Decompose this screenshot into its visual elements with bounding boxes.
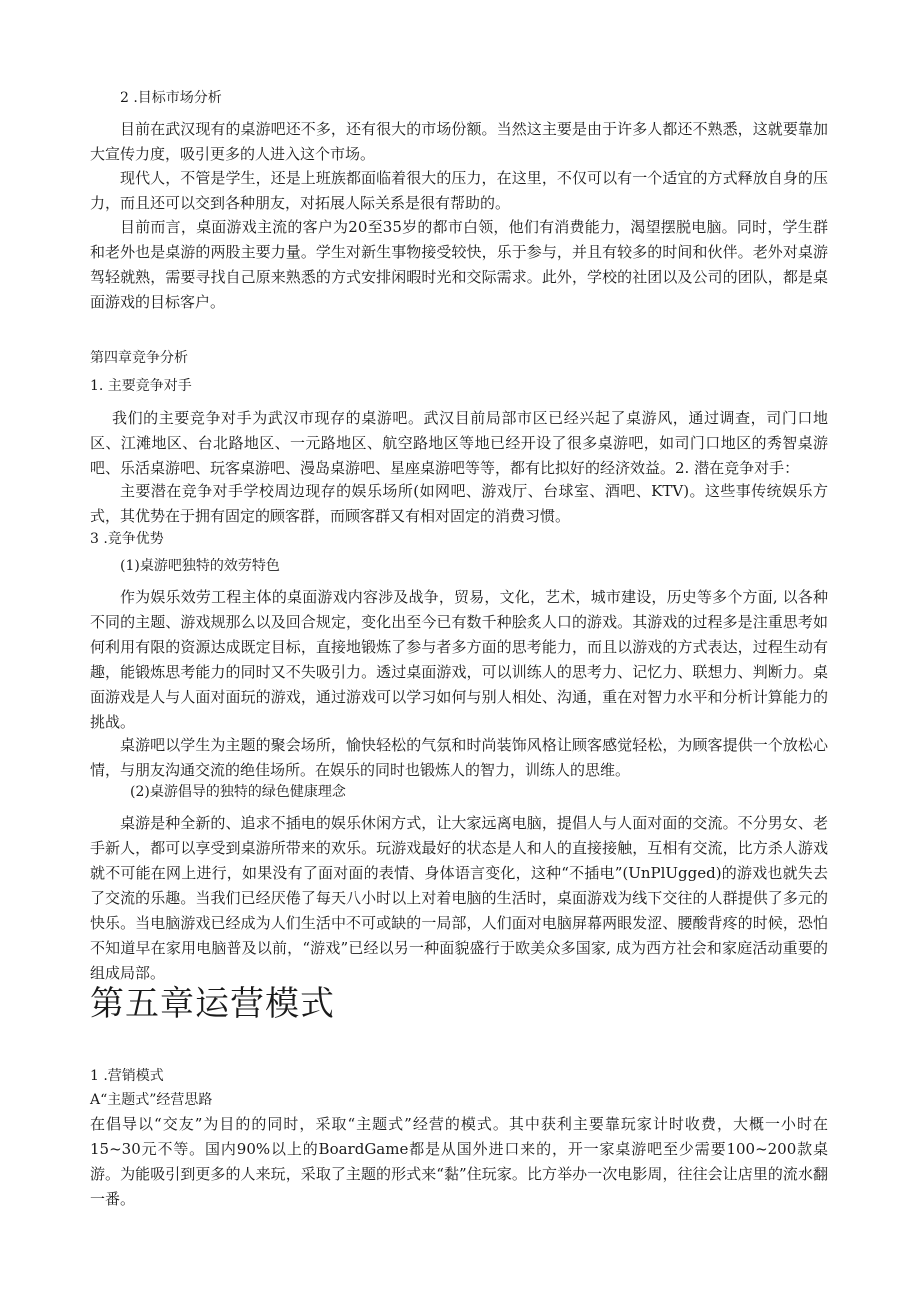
subsection-heading: 1. 主要竞争对手: [90, 378, 192, 394]
chapter-heading-5: 第五章运营模式: [90, 984, 335, 1024]
sub-subsection-heading: (1)桌游吧独特的效劳特色: [120, 558, 280, 574]
chapter-heading-4: 第四章竞争分析: [90, 350, 188, 366]
paragraph: 目前而言，桌面游戏主流的客户为20至35岁的都市白领，他们有消费能力，渴望摆脱电脑。同时，学生群和老外也是桌游的两股主要力量。学生对新生事物接受较快，乐于参与，并且有较多的时间和伙伴。老外对桌游驾轻就熟，需要寻找自己原来熟悉的方式安排闲暇时光和交际需求。此外，学校的社团以及公司的团队，都是桌面游戏的目标客户。: [90, 218, 828, 311]
paragraph: 桌游吧以学生为主题的聚会场所，愉快轻松的气氛和时尚装饰风格让顾客感觉轻松，为顾客提供一个放松心情，与朋友沟通交流的绝佳场所。在娱乐的同时也锻炼人的智力，训练人的思维。: [90, 736, 828, 779]
paragraph: 作为娱乐效劳工程主体的桌面游戏内容涉及战争，贸易，文化，艺术，城市建设，历史等多个方面, 以各种不同的主题、游戏规那么以及回合规定，变化出至今已有数千种脍炙人口的游戏。其游戏的过程多是注重思考如何利用有限的资源达成既定目标，直接地锻炼了参与者多方面的思考能力，而且以游戏的方式表达，过程生动有趣，能锻炼思考能力的同时又不失吸引力。透过桌面游戏，可以训练人的思考力、记忆力、联想力、判断力。桌面游戏是人与人面对面玩的游戏，通过游戏可以学习如何与别人相处、沟通，重在对智力水平和分析计算能力的挑战。: [90, 588, 828, 731]
paragraph: 主要潜在竞争对手学校周边现存的娱乐场所(如网吧、游戏厅、台球室、酒吧、KTV)。这些事传统娱乐方式，其优势在于拥有固定的顾客群，而顾客群又有相对固定的消费习惯。: [90, 482, 828, 525]
section-heading-target-market: 2 .目标市场分析: [120, 90, 222, 106]
paragraph: 我们的主要竞争对手为武汉市现存的桌游吧。武汉目前局部市区已经兴起了桌游风，通过调查，司门口地区、江滩地区、台北路地区、一元路地区、航空路地区等地已经开设了很多桌游吧，如司门口地区的秀智桌游吧、乐活桌游吧、玩客桌游吧、漫岛桌游吧、星座桌游吧等等，都有比拟好的经济效益。2. 潜在竞争对手：: [90, 409, 828, 477]
sub-subsection-heading: A“主题式”经营思路: [90, 1092, 213, 1108]
subsection-heading: 1 .营销模式: [90, 1068, 164, 1084]
paragraph: 在倡导以“交友”为目的的同时，采取“主题式”经营的模式。其中获利主要靠玩家计时收费，大概一小时在15~30元不等。国内90%以上的BoardGame都是从国外进口来的，开一家桌游吧至少需要100~200款桌游。为能吸引到更多的人来玩，采取了主题的形式来“黏”住玩家。比方举办一次电影周，往往会让店里的流水翻一番。: [90, 1115, 828, 1208]
paragraph: 目前在武汉现有的桌游吧还不多，还有很大的市场份额。当然这主要是由于许多人都还不熟悉，这就要靠加大宣传力度，吸引更多的人进入这个市场。: [90, 120, 828, 163]
paragraph: 桌游是种全新的、追求不插电的娱乐休闲方式，让大家远离电脑，提倡人与人面对面的交流。不分男女、老手新人，都可以享受到桌游所带来的欢乐。玩游戏最好的状态是人和人的直接接触，互相有交流，比方杀人游戏就不可能在网上进行，如果没有了面对面的表情、身体语言变化，这种“不插电”(UnPlUgged)的游戏也就失去了交流的乐趣。当我们已经厌倦了每天八小时以上对着电脑的生活时，桌面游戏为线下交往的人群提供了多元的快乐。当电脑游戏已经成为人们生活中不可或缺的一局部，人们面对电脑屏幕两眼发涩、腰酸背疼的时候，恐怕不知道早在家用电脑普及以前，“游戏”已经以另一种面貌盛行于欧美众多国家, 成为西方社会和家庭活动重要的组成局部。: [90, 814, 828, 982]
paragraph: 现代人，不管是学生，还是上班族都面临着很大的压力，在这里，不仅可以有一个适宜的方式释放自身的压力，而且还可以交到各种朋友，对拓展人际关系是很有帮助的。: [90, 169, 828, 212]
subsection-heading: 3 .竞争优势: [90, 531, 164, 547]
sub-subsection-heading: (2)桌游倡导的独特的绿色健康理念: [130, 784, 346, 800]
